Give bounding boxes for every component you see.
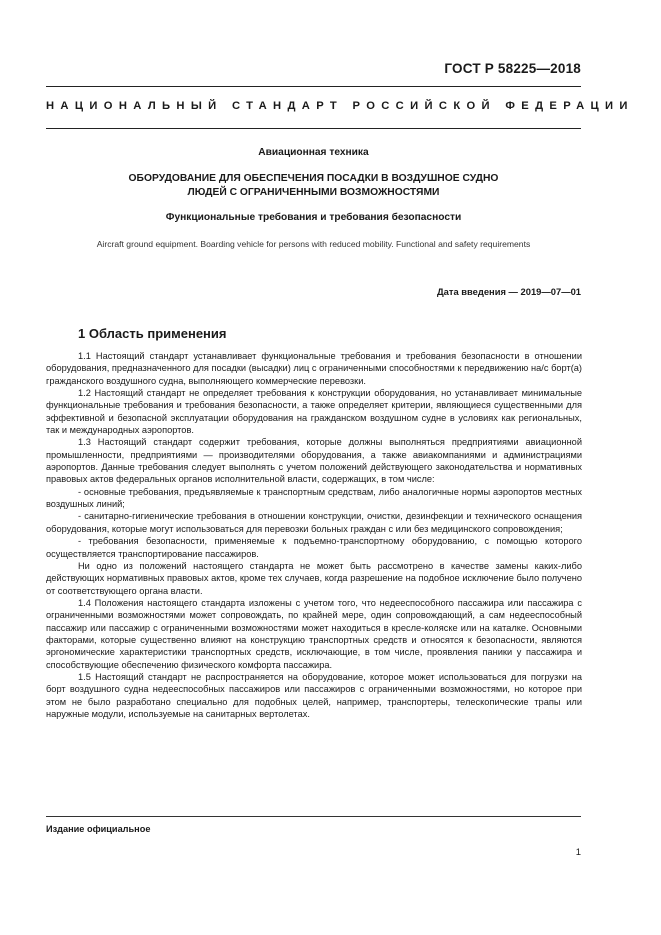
section-body bbox=[46, 350, 582, 720]
paragraph-note: Ни одно из положений настоящего стандарта не может быть рассмотрено в качестве замены каких-либо действующих нормативных правовых актов, кроме тех случаев, когда разрешение на подобное исключение было получено от соответствующего органа власти. bbox=[46, 560, 582, 596]
standard-code: ГОСТ Р 58225—2018 bbox=[444, 61, 581, 76]
top-rule bbox=[46, 86, 581, 87]
document-title-line-2: ЛЮДЕЙ С ОГРАНИЧЕННЫМИ ВОЗМОЖНОСТЯМИ bbox=[187, 186, 440, 198]
document-category: Авиационная техника bbox=[258, 147, 369, 158]
edition-label: Издание официальное bbox=[46, 824, 151, 834]
document-title bbox=[46, 172, 581, 199]
document-title-line-1: ОБОРУДОВАНИЕ ДЛЯ ОБЕСПЕЧЕНИЯ ПОСАДКИ В ВОЗДУШНОЕ СУДНО bbox=[128, 173, 499, 184]
paragraph-1-3: 1.3 Настоящий стандарт содержит требования, которые должны выполняться предприятиями авиационной промышленности, предприятиями — производителями оборудования, а также авиакомпаниями и администрациями аэропортов. Данные требования следует выполнять с учетом положений действующего законодательства и нормативных правовых актов федеральных органов исполнительной власти, содержащих, в том числе: bbox=[46, 437, 582, 485]
list-item: - санитарно-гигиенические требования в отношении конструкции, очистки, дезинфекции и технического оснащения оборудования, которые могут использоваться для перевозки больных граждан с или без медицинского сопровождения; bbox=[46, 511, 582, 534]
introduction-date: Дата введения — 2019—07—01 bbox=[436, 286, 581, 297]
section-heading: 1 Область применения bbox=[78, 326, 227, 341]
national-standard-label: НАЦИОНАЛЬНЫЙ СТАНДАРТ РОССИЙСКОЙ ФЕДЕРАЦИИ bbox=[46, 100, 634, 112]
list-item: - требования безопасности, применяемые к подъемно-транспортному оборудованию, с помощью которого осуществляется транспортирование пассажиров. bbox=[46, 536, 582, 559]
page-number: 1 bbox=[575, 847, 581, 858]
english-title: Aircraft ground equipment. Boarding vehicle for persons with reduced mobility. Functional and safety requirements bbox=[96, 239, 531, 249]
list-item: - основные требования, предъявляемые к транспортным средствам, либо аналогичные нормы аэропортов местных воздушных линий; bbox=[46, 486, 582, 510]
header-rule bbox=[46, 128, 581, 129]
document-subtitle: Функциональные требования и требования безопасности bbox=[165, 212, 462, 223]
paragraph-1-4: 1.4 Положения настоящего стандарта изложены с учетом того, что недееспособного пассажира или пассажира с ограниченными возможностями может сопровождать, по крайней мере, один сопровождающий, а сам недееспособный пассажир или пассажир с ограниченными возможностями может находиться в кресле-коляске или на каталке. Основными факторами, которые существенно влияют на конструкцию транспортных средств и относятся к безопасности, являются эргономические характеристики транспортных средств, исключающие, в том числе, проявления паники у пассажира и способствующие обеспечению физического комфорта пассажира. bbox=[46, 597, 582, 670]
paragraph-1-1: 1.1 Настоящий стандарт устанавливает функциональные требования и требования безопасности в отношении оборудования, предназначенного для посадки (высадки) лиц с ограниченными способностями к передвижению на/с борт(а) гражданского воздушного судна, выполняющего коммерческие перевозки. bbox=[46, 351, 582, 386]
paragraph-1-2: 1.2 Настоящий стандарт не определяет требования к конструкции оборудования, но устанавливает минимальные функциональные требования и требования безопасности, а также определяет критерии, являющиеся существенными для эффективной и безопасной эксплуатации оборудования на гражданском воздушном судне в условиях как региональных, так и международных аэропортов. bbox=[46, 388, 582, 436]
footer-rule bbox=[46, 816, 581, 817]
paragraph-1-5: 1.5 Настоящий стандарт не распространяется на оборудование, которое может использоваться для погрузки на борт воздушного судна недееспособных пассажиров или пассажиров с ограниченными возможностями, но которое при этом не было разработано специально для подобных целей, например, транспортеры, телескопические трапы или наружные модули, используемые на санитарных вертолетах. bbox=[46, 671, 582, 719]
